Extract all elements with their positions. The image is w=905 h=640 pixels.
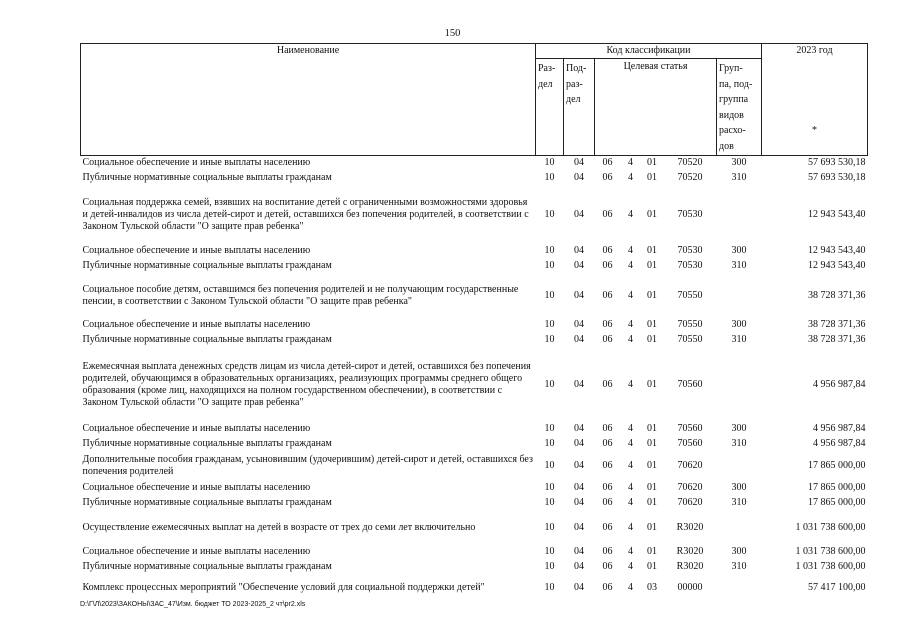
row-target-type: 4 xyxy=(628,497,633,508)
row-amount: 12 943 543,40 xyxy=(808,260,866,271)
row-podrazdel: 04 xyxy=(574,497,584,508)
row-razdel: 10 xyxy=(544,438,555,449)
row-target-complex: 01 xyxy=(647,561,657,572)
row-target-direction: R3020 xyxy=(676,546,704,557)
row-razdel: 10 xyxy=(544,521,555,533)
table-row xyxy=(81,422,868,437)
row-name: Социальное обеспечение и иные выплаты населению xyxy=(82,546,311,557)
row-amount: 1 031 738 600,00 xyxy=(795,546,866,557)
row-name: Социальная поддержка семей, взявших на воспитание детей с ограниченными возможностями здоровья и детей-инвалидов из числа детей-сирот и детей, оставшихся без попечения родителей, в соответствии с Законом Тульской области "О защите прав ребенка" xyxy=(82,196,529,232)
row-target-direction: 70560 xyxy=(677,438,703,449)
row-target-complex: 01 xyxy=(647,172,657,183)
row-target-type: 4 xyxy=(628,582,633,593)
row-amount: 4 956 987,84 xyxy=(813,378,866,390)
row-target-direction: 70620 xyxy=(677,460,703,471)
row-podrazdel: 04 xyxy=(574,378,584,390)
row-podrazdel: 04 xyxy=(574,334,584,345)
row-expense-group xyxy=(717,575,762,602)
row-razdel: 10 xyxy=(544,460,555,471)
row-target-complex: 03 xyxy=(647,582,657,593)
row-expense-group xyxy=(717,274,762,318)
row-razdel: 10 xyxy=(544,157,555,169)
row-target-program: 06 xyxy=(602,460,613,471)
row-target-program: 06 xyxy=(602,582,613,593)
row-target-program: 06 xyxy=(602,172,613,183)
row-razdel: 10 xyxy=(544,423,555,434)
row-target-program: 06 xyxy=(602,334,613,345)
row-target-complex: 01 xyxy=(647,260,657,271)
header-year-mark: * xyxy=(812,125,817,136)
row-target-complex: 01 xyxy=(647,319,657,330)
row-podrazdel: 04 xyxy=(574,482,584,493)
row-target-type: 4 xyxy=(628,208,633,220)
row-expense-group: 310 xyxy=(731,172,747,183)
row-target-complex: 01 xyxy=(647,245,657,256)
row-target-direction: 70530 xyxy=(677,260,703,271)
row-target-complex: 01 xyxy=(647,460,657,471)
row-podrazdel: 04 xyxy=(574,546,584,557)
row-target-direction: 70550 xyxy=(677,289,703,301)
table-row xyxy=(81,348,868,422)
row-name: Осуществление ежемесячных выплат на детей в возрасте от трех до семи лет включительно xyxy=(82,521,476,533)
row-target-type: 4 xyxy=(628,438,633,449)
row-amount: 38 728 371,36 xyxy=(808,334,866,345)
row-razdel: 10 xyxy=(544,289,555,301)
row-target-complex: 01 xyxy=(647,289,657,301)
table-row xyxy=(81,333,868,348)
row-target-program: 06 xyxy=(602,260,613,271)
row-podrazdel: 04 xyxy=(574,319,584,330)
row-amount: 1 031 738 600,00 xyxy=(795,521,866,533)
row-amount: 57 417 100,00 xyxy=(808,582,866,593)
row-expense-group xyxy=(717,186,762,244)
header-group: Груп- па, под- группа видов расхо- дов xyxy=(717,59,762,156)
row-name: Публичные нормативные социальные выплаты гражданам xyxy=(82,260,332,271)
row-target-type: 4 xyxy=(628,561,633,572)
row-expense-group xyxy=(717,348,762,422)
row-expense-group: 310 xyxy=(731,497,747,508)
header-year-label: 2023 год xyxy=(796,45,833,56)
row-razdel: 10 xyxy=(544,378,555,390)
header-name: Наименование xyxy=(81,44,536,156)
row-target-program: 06 xyxy=(602,378,613,390)
row-name: Публичные нормативные социальные выплаты гражданам xyxy=(82,172,332,183)
row-name: Ежемесячная выплата денежных средств лицам из числа детей-сирот и детей, оставшихся без попечения родителей, обучающимся в образовательных организациях, реализующих программы среднего общего образования (кроме лиц, находящихся на полном государственном обеспечении), в соответствии с Законом Тульской области "О защите прав ребенка" xyxy=(82,360,531,408)
table-row xyxy=(81,318,868,333)
row-expense-group: 310 xyxy=(731,561,747,572)
table-row xyxy=(81,496,868,511)
row-target-program: 06 xyxy=(602,546,613,557)
row-target-direction: 70530 xyxy=(677,208,703,220)
header-razdel: Раз- дел xyxy=(536,59,564,156)
row-amount: 1 031 738 600,00 xyxy=(795,561,866,572)
row-target-complex: 01 xyxy=(647,378,657,390)
row-target-type: 4 xyxy=(628,245,633,256)
row-podrazdel: 04 xyxy=(574,582,584,593)
row-target-direction: 00000 xyxy=(677,582,703,593)
row-target-program: 06 xyxy=(602,319,613,330)
row-target-direction: R3020 xyxy=(676,561,704,572)
row-podrazdel: 04 xyxy=(574,521,584,533)
footer-path: D:\Г\Л\2023\ЗАКОНЫ\ЗАС_47\Изм. бюджет ТО 2023-2025_2 чт\pr2.xls xyxy=(80,601,306,608)
row-target-type: 4 xyxy=(628,319,633,330)
row-target-complex: 01 xyxy=(647,497,657,508)
row-expense-group: 310 xyxy=(731,260,747,271)
row-amount: 38 728 371,36 xyxy=(808,289,866,301)
row-razdel: 10 xyxy=(544,245,555,256)
row-podrazdel: 04 xyxy=(574,208,584,220)
row-amount: 57 693 530,18 xyxy=(808,157,866,169)
row-podrazdel: 04 xyxy=(574,438,584,449)
row-target-direction: 70560 xyxy=(677,423,703,434)
row-podrazdel: 04 xyxy=(574,561,584,572)
row-target-program: 06 xyxy=(602,208,613,220)
row-amount: 17 865 000,00 xyxy=(808,497,866,508)
row-target-type: 4 xyxy=(628,378,633,390)
row-target-direction: R3020 xyxy=(676,521,704,533)
row-target-complex: 01 xyxy=(647,521,657,533)
table-row xyxy=(81,481,868,496)
table-row xyxy=(81,171,868,186)
row-razdel: 10 xyxy=(544,172,555,183)
header-target: Целевая статья xyxy=(595,59,717,156)
row-amount: 17 865 000,00 xyxy=(808,482,866,493)
row-target-direction: 70550 xyxy=(677,334,703,345)
row-target-type: 4 xyxy=(628,546,633,557)
row-name: Публичные нормативные социальные выплаты гражданам xyxy=(82,561,332,572)
row-podrazdel: 04 xyxy=(574,245,584,256)
row-target-program: 06 xyxy=(602,497,613,508)
row-razdel: 10 xyxy=(544,561,555,572)
row-target-direction: 70560 xyxy=(677,378,703,390)
row-razdel: 10 xyxy=(544,260,555,271)
row-target-type: 4 xyxy=(628,482,633,493)
row-target-direction: 70530 xyxy=(677,245,703,256)
row-expense-group: 310 xyxy=(731,334,747,345)
row-target-type: 4 xyxy=(628,157,633,169)
row-name: Социальное обеспечение и иные выплаты населению xyxy=(82,245,311,256)
row-target-program: 06 xyxy=(602,245,613,256)
row-podrazdel: 04 xyxy=(574,172,584,183)
row-target-complex: 01 xyxy=(647,334,657,345)
row-name: Комплекс процессных мероприятий "Обеспечение условий для социальной поддержки детей" xyxy=(82,582,485,593)
row-expense-group xyxy=(717,452,762,481)
row-target-type: 4 xyxy=(628,460,633,471)
row-razdel: 10 xyxy=(544,546,555,557)
table-row xyxy=(81,545,868,560)
header-code: Код классификации xyxy=(536,44,762,59)
page-number: 150 xyxy=(444,28,461,39)
row-target-program: 06 xyxy=(602,561,613,572)
table-row xyxy=(81,274,868,318)
row-name: Публичные нормативные социальные выплаты гражданам xyxy=(82,334,332,345)
row-target-direction: 70620 xyxy=(677,482,703,493)
row-expense-group: 300 xyxy=(731,482,747,493)
row-name: Публичные нормативные социальные выплаты гражданам xyxy=(82,438,332,449)
row-target-direction: 70520 xyxy=(677,157,703,169)
row-name: Социальное обеспечение и иные выплаты населению xyxy=(82,319,311,330)
row-expense-group xyxy=(717,511,762,545)
row-razdel: 10 xyxy=(544,319,555,330)
table-row xyxy=(81,560,868,575)
table-row xyxy=(81,186,868,244)
table-row xyxy=(81,511,868,545)
row-name: Социальное обеспечение и иные выплаты населению xyxy=(82,423,311,434)
row-razdel: 10 xyxy=(544,334,555,345)
row-razdel: 10 xyxy=(544,582,555,593)
row-name: Публичные нормативные социальные выплаты гражданам xyxy=(82,497,332,508)
row-podrazdel: 04 xyxy=(574,157,584,169)
row-target-complex: 01 xyxy=(647,157,657,169)
row-podrazdel: 04 xyxy=(574,289,584,301)
row-target-program: 06 xyxy=(602,289,613,301)
row-amount: 4 956 987,84 xyxy=(813,438,866,449)
row-amount: 12 943 543,40 xyxy=(808,245,866,256)
row-target-type: 4 xyxy=(628,260,633,271)
row-target-complex: 01 xyxy=(647,208,657,220)
row-target-direction: 70520 xyxy=(677,172,703,183)
row-amount: 17 865 000,00 xyxy=(808,460,866,471)
row-expense-group: 300 xyxy=(731,157,747,169)
header-year xyxy=(762,44,868,156)
row-expense-group: 300 xyxy=(731,423,747,434)
row-amount: 38 728 371,36 xyxy=(808,319,866,330)
row-target-program: 06 xyxy=(602,423,613,434)
row-name: Социальное пособие детям, оставшимся без попечения родителей и не получающим государственные пенсии, в соответствии с Законом Тульской области "О защите прав ребенка" xyxy=(82,283,519,307)
row-amount: 57 693 530,18 xyxy=(808,172,866,183)
table-row xyxy=(81,156,868,171)
row-expense-group: 310 xyxy=(731,438,747,449)
row-expense-group: 300 xyxy=(731,546,747,557)
row-name: Социальное обеспечение и иные выплаты населению xyxy=(82,157,311,169)
row-target-program: 06 xyxy=(602,482,613,493)
row-target-complex: 01 xyxy=(647,438,657,449)
row-amount: 4 956 987,84 xyxy=(813,423,866,434)
row-target-program: 06 xyxy=(602,438,613,449)
row-target-type: 4 xyxy=(628,521,633,533)
row-podrazdel: 04 xyxy=(574,423,584,434)
table-row xyxy=(81,259,868,274)
row-amount: 12 943 543,40 xyxy=(808,208,866,220)
row-name: Социальное обеспечение и иные выплаты населению xyxy=(82,482,311,493)
row-target-complex: 01 xyxy=(647,482,657,493)
table-row xyxy=(81,437,868,452)
row-target-complex: 01 xyxy=(647,423,657,434)
row-target-type: 4 xyxy=(628,423,633,434)
row-razdel: 10 xyxy=(544,482,555,493)
table-row xyxy=(81,244,868,259)
table-row xyxy=(81,575,868,602)
row-target-complex: 01 xyxy=(647,546,657,557)
row-expense-group: 300 xyxy=(731,319,747,330)
row-name: Дополнительные пособия гражданам, усыновившим (удочерившим) детей-сирот и детей, оставшихся без попечения родителей xyxy=(82,454,533,477)
row-razdel: 10 xyxy=(544,208,555,220)
row-podrazdel: 04 xyxy=(574,460,584,471)
row-expense-group: 300 xyxy=(731,245,747,256)
row-podrazdel: 04 xyxy=(574,260,584,271)
row-target-type: 4 xyxy=(628,334,633,345)
row-target-program: 06 xyxy=(602,521,613,533)
budget-table xyxy=(80,43,868,602)
table-row xyxy=(81,452,868,481)
row-target-type: 4 xyxy=(628,172,633,183)
row-razdel: 10 xyxy=(544,497,555,508)
row-target-direction: 70550 xyxy=(677,319,703,330)
row-target-type: 4 xyxy=(628,289,633,301)
row-target-direction: 70620 xyxy=(677,497,703,508)
row-target-program: 06 xyxy=(602,157,613,169)
header-podrazdel: Под- раз- дел xyxy=(564,59,595,156)
